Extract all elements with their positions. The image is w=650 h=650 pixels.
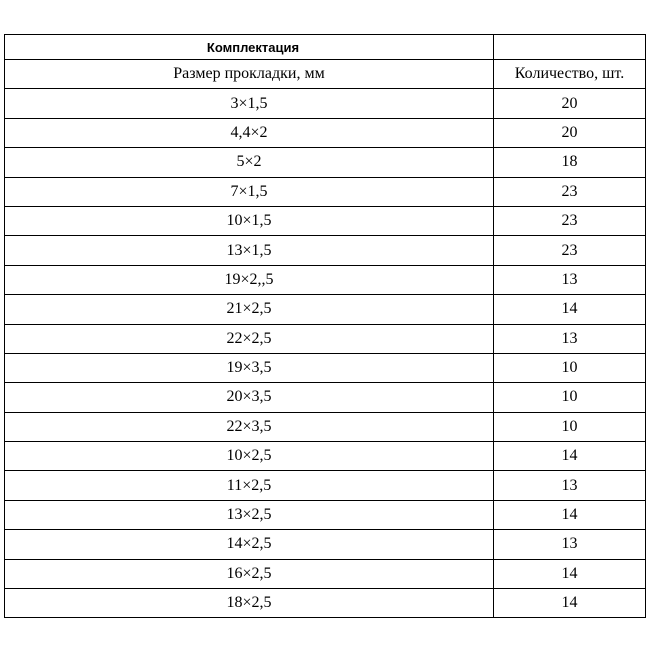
cell-quantity: 13 [494,530,646,559]
cell-size: 20×3,5 [5,383,494,412]
cell-quantity: 14 [494,559,646,588]
table-title-empty-cell [494,35,646,60]
cell-size: 19×3,5 [5,353,494,382]
cell-size: 11×2,5 [5,471,494,500]
cell-size: 16×2,5 [5,559,494,588]
table-row [5,500,646,529]
cell-size: 14×2,5 [5,530,494,559]
table-row [5,265,646,294]
cell-size: 18×2,5 [5,589,494,618]
table-title: Комплектация [206,39,300,55]
table-row [5,177,646,206]
table-row [5,412,646,441]
table-row [5,589,646,618]
table-row [5,559,646,588]
table-row [5,324,646,353]
cell-quantity: 14 [494,442,646,471]
cell-quantity: 23 [494,236,646,265]
table-row [5,148,646,177]
table-row [5,383,646,412]
cell-size: 21×2,5 [5,295,494,324]
cell-size: 7×1,5 [5,177,494,206]
table-row [5,236,646,265]
table-row [5,89,646,118]
cell-quantity: 13 [494,471,646,500]
cell-quantity: 23 [494,177,646,206]
table-row [5,530,646,559]
table-row [5,295,646,324]
table-row [5,118,646,147]
cell-quantity: 10 [494,353,646,382]
cell-size: 13×1,5 [5,236,494,265]
cell-quantity: 20 [494,89,646,118]
cell-size: 10×2,5 [5,442,494,471]
cell-size: 22×2,5 [5,324,494,353]
cell-quantity: 10 [494,383,646,412]
table-header-row [5,60,646,89]
table-row [5,206,646,235]
cell-size: 19×2,,5 [5,265,494,294]
table-row [5,353,646,382]
cell-quantity: 23 [494,206,646,235]
table-row [5,471,646,500]
table-row [5,442,646,471]
table-title-cell [5,35,494,60]
header-size: Размер прокладки, мм [5,60,494,89]
cell-quantity: 13 [494,265,646,294]
cell-size: 4,4×2 [5,118,494,147]
cell-quantity: 13 [494,324,646,353]
header-quantity: Количество, шт. [494,60,646,89]
cell-size: 13×2,5 [5,500,494,529]
cell-quantity: 18 [494,148,646,177]
cell-quantity: 20 [494,118,646,147]
cell-size: 10×1,5 [5,206,494,235]
cell-size: 3×1,5 [5,89,494,118]
cell-size: 22×3,5 [5,412,494,441]
table-title-row [5,35,646,60]
cell-quantity: 14 [494,589,646,618]
cell-quantity: 14 [494,295,646,324]
cell-quantity: 14 [494,500,646,529]
equipment-table [4,34,646,618]
cell-size: 5×2 [5,148,494,177]
cell-quantity: 10 [494,412,646,441]
table-body [5,35,646,618]
